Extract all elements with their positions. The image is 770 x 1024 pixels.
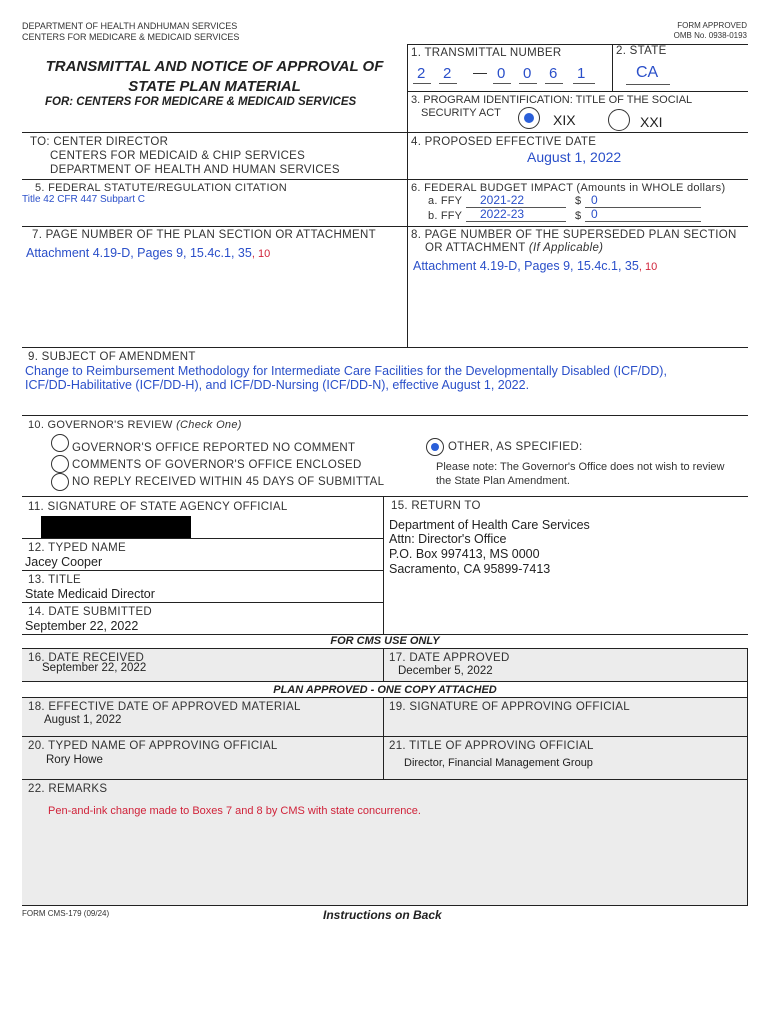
transmittal-digit: 0: [497, 65, 506, 82]
rule: [22, 538, 383, 539]
effective-date-approved-value[interactable]: August 1, 2022: [44, 714, 122, 726]
selected-dot: [524, 113, 534, 123]
date-approved-value[interactable]: December 5, 2022: [398, 665, 493, 677]
xix-radio[interactable]: [518, 107, 540, 129]
rule: [22, 179, 748, 180]
plan-approved-banner: PLAN APPROVED - ONE COPY ATTACHED: [273, 684, 497, 696]
to-line1: TO: CENTER DIRECTOR: [30, 136, 169, 148]
digit-underline: [545, 83, 563, 84]
rule: [22, 681, 748, 682]
form-title-line1: TRANSMITTAL AND NOTICE OF APPROVAL OF: [45, 58, 384, 75]
rule: [407, 44, 748, 45]
rule: [22, 602, 383, 603]
gov-comments-radio[interactable]: [51, 455, 69, 473]
box17-label: 17. DATE APPROVED: [389, 652, 510, 664]
dept-line-2: CENTERS FOR MEDICARE & MEDICAID SERVICES: [22, 32, 240, 42]
rule: [22, 905, 748, 906]
box10-label-text: 10. GOVERNOR'S REVIEW: [28, 419, 173, 431]
ffy-a-amount-field[interactable]: [585, 194, 701, 208]
rule: [22, 347, 748, 348]
gov-no-comment-label: GOVERNOR'S OFFICE REPORTED NO COMMENT: [72, 442, 356, 454]
box5-label: 5. FEDERAL STATUTE/REGULATION CITATION: [35, 182, 287, 194]
rule: [22, 415, 748, 416]
box8-value[interactable]: [413, 259, 657, 273]
box8-label-line1: 8. PAGE NUMBER OF THE SUPERSEDED PLAN SECTION: [411, 229, 737, 241]
state-value: CA: [636, 64, 659, 81]
box8-label-line2: [425, 242, 603, 254]
box1-label: 1. TRANSMITTAL NUMBER: [411, 47, 562, 59]
box11-label: 11. SIGNATURE OF STATE AGENCY OFFICIAL: [28, 501, 288, 513]
box13-label: 13. TITLE: [28, 574, 81, 586]
rule: [22, 697, 748, 698]
box7-label: 7. PAGE NUMBER OF THE PLAN SECTION OR ATTACHMENT: [32, 229, 376, 241]
transmittal-digit: 6: [549, 65, 558, 82]
box18-label: 18. EFFECTIVE DATE OF APPROVED MATERIAL: [28, 701, 301, 713]
transmittal-number-field[interactable]: [411, 62, 611, 86]
instructions-on-back[interactable]: Instructions on Back: [323, 908, 442, 922]
redacted-signature: [41, 516, 191, 538]
box3-label-line1: 3. PROGRAM IDENTIFICATION: TITLE OF THE SOCIAL: [411, 94, 693, 106]
ffy-b-amount: 0: [591, 207, 598, 221]
rule: [383, 496, 384, 634]
box16-label: 16. DATE RECEIVED: [28, 652, 145, 664]
rule: [612, 44, 613, 91]
to-line2: CENTERS FOR MEDICAID & CHIP SERVICES: [50, 150, 306, 162]
gov-no-reply-radio[interactable]: [51, 473, 69, 491]
return-line2[interactable]: Attn: Director's Office: [389, 532, 507, 546]
box10-label-italic: (Check One): [176, 419, 242, 431]
ffy-b-year: 2022-23: [480, 207, 525, 221]
box8-label-text: OR ATTACHMENT: [425, 242, 526, 254]
xxi-label: XXI: [640, 114, 663, 130]
transmittal-digit: 1: [577, 65, 586, 82]
to-line3: DEPARTMENT OF HEALTH AND HUMAN SERVICES: [50, 164, 340, 176]
xix-label: XIX: [553, 112, 576, 128]
rule: [383, 697, 384, 779]
gov-note-line1: Please note: The Governor's Office does not wish to review: [436, 461, 725, 473]
box21-label: 21. TITLE OF APPROVING OFFICIAL: [389, 740, 594, 752]
box8-ink-addition: , 10: [638, 261, 658, 273]
box9-label: 9. SUBJECT OF AMENDMENT: [28, 351, 196, 363]
xxi-radio[interactable]: [608, 109, 630, 131]
ffy-a-year: 2021-22: [480, 193, 525, 207]
box12-label: 12. TYPED NAME: [28, 542, 126, 554]
rule: [22, 132, 748, 133]
transmittal-digit: 2: [443, 65, 452, 82]
date-submitted-value[interactable]: September 22, 2022: [25, 619, 139, 633]
box3-label-line2: SECURITY ACT: [421, 107, 501, 119]
box8-pages: Attachment 4.19-D, Pages 9, 15.4c.1, 35: [413, 259, 639, 273]
dept-line-1: DEPARTMENT OF HEALTH ANDHUMAN SERVICES: [22, 21, 238, 31]
box22-label: 22. REMARKS: [28, 783, 108, 795]
ffy-a-prefix: a. FFY: [428, 195, 463, 207]
box20-label: 20. TYPED NAME OF APPROVING OFFICIAL: [28, 740, 278, 752]
gov-no-comment-radio[interactable]: [51, 434, 69, 452]
rule: [383, 648, 384, 681]
digit-underline: [493, 83, 511, 84]
shade: [22, 697, 748, 905]
digit-underline: [573, 83, 595, 84]
ffy-a-year-field[interactable]: [466, 194, 566, 208]
box10-label: [28, 419, 242, 431]
form-for-line: FOR: CENTERS FOR MEDICARE & MEDICAID SERVICES: [45, 96, 357, 108]
form-number: FORM CMS-179 (09/24): [22, 909, 110, 918]
box7-ink-addition: , 10: [251, 248, 271, 260]
box4-label: 4. PROPOSED EFFECTIVE DATE: [411, 136, 597, 148]
gov-other-radio[interactable]: [426, 438, 444, 456]
ffy-a-amount: 0: [591, 193, 598, 207]
gov-note-line2: the State Plan Amendment.: [436, 475, 570, 487]
approving-official-title[interactable]: Director, Financial Management Group: [404, 757, 593, 769]
transmittal-digit: 2: [417, 65, 426, 82]
digit-underline: [413, 83, 431, 84]
return-line1[interactable]: Department of Health Care Services: [389, 518, 590, 532]
rule: [22, 648, 748, 649]
rule: [407, 44, 408, 347]
ffy-a-dollar: $: [575, 195, 582, 207]
typed-name-value[interactable]: Jacey Cooper: [25, 555, 103, 569]
approving-official-name[interactable]: Rory Howe: [46, 754, 103, 766]
rule: [22, 779, 748, 780]
rule: [22, 570, 383, 571]
cms-use-only: FOR CMS USE ONLY: [330, 635, 440, 647]
ffy-b-year-field[interactable]: [466, 208, 566, 222]
rule: [407, 91, 748, 92]
transmittal-dash: —: [473, 64, 487, 80]
remarks-value[interactable]: Pen-and-ink change made to Boxes 7 and 8 by CMS with state concurrence.: [48, 805, 421, 817]
ffy-b-prefix: b. FFY: [428, 210, 463, 222]
proposed-effective-date[interactable]: August 1, 2022: [527, 149, 622, 165]
digit-underline: [519, 83, 537, 84]
transmittal-digit: 0: [523, 65, 532, 82]
omb-number: OMB No. 0938-0193: [673, 31, 747, 40]
box2-label: 2. STATE: [616, 45, 667, 57]
box8-label-italic: (If Applicable): [528, 242, 604, 254]
rule: [22, 496, 748, 497]
box15-label: 15. RETURN TO: [391, 500, 481, 512]
gov-other-label: OTHER, AS SPECIFIED:: [448, 441, 583, 453]
digit-underline: [439, 83, 457, 84]
federal-citation[interactable]: Title 42 CFR 447 Subpart C: [22, 194, 146, 205]
rule: [22, 226, 748, 227]
box19-label: 19. SIGNATURE OF APPROVING OFFICIAL: [389, 701, 630, 713]
rule: [22, 736, 748, 737]
title-value[interactable]: State Medicaid Director: [25, 587, 155, 601]
selected-dot: [431, 443, 439, 451]
subject-line1[interactable]: Change to Reimbursement Methodology for Intermediate Care Facilities for the Developmentally Disabled (ICF/DD),: [25, 364, 667, 378]
form-title-line2: STATE PLAN MATERIAL: [128, 78, 301, 95]
date-received-value[interactable]: September 22, 2022: [42, 662, 147, 674]
ffy-b-amount-field[interactable]: [585, 208, 701, 222]
subject-line2[interactable]: ICF/DD-Habilitative (ICF/DD-H), and ICF/DD-Nursing (ICF/DD-N), effective August 1, 2022.: [25, 378, 530, 392]
state-field[interactable]: [626, 62, 670, 85]
box7-pages: Attachment 4.19-D, Pages 9, 15.4c.1, 35: [26, 246, 252, 260]
form-approved: FORM APPROVED: [677, 21, 747, 30]
gov-no-reply-label: NO REPLY RECEIVED WITHIN 45 DAYS OF SUBMITTAL: [72, 476, 385, 488]
gov-comments-label: COMMENTS OF GOVERNOR'S OFFICE ENCLOSED: [72, 459, 362, 471]
box7-value[interactable]: [26, 246, 270, 260]
return-line3[interactable]: P.O. Box 997413, MS 0000: [389, 547, 540, 561]
box14-label: 14. DATE SUBMITTED: [28, 606, 153, 618]
box6-label: 6. FEDERAL BUDGET IMPACT (Amounts in WHOLE dollars): [411, 182, 726, 194]
return-line4[interactable]: Sacramento, CA 95899-7413: [389, 562, 551, 576]
ffy-b-dollar: $: [575, 210, 582, 222]
